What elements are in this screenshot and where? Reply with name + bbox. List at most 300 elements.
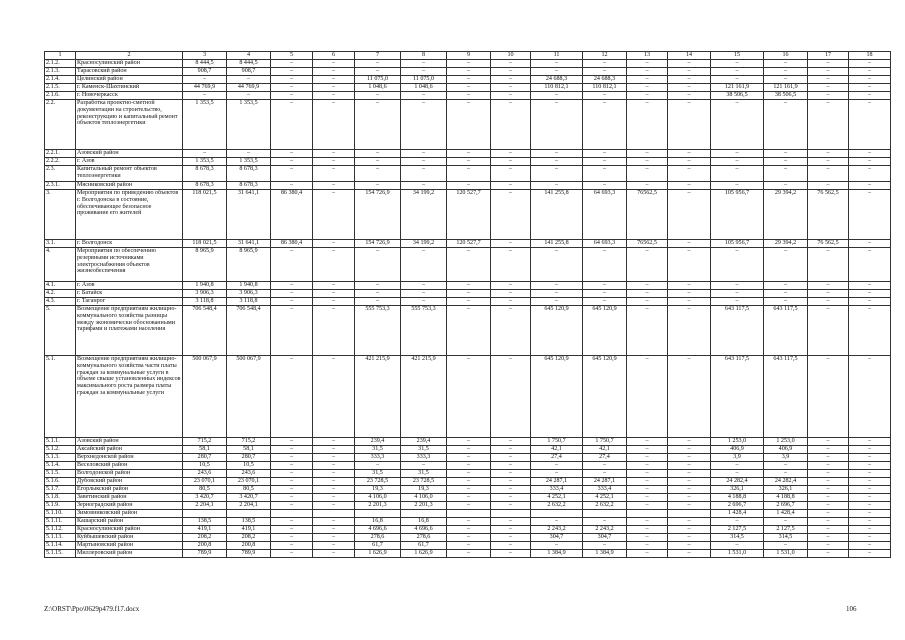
value-cell: – bbox=[271, 550, 313, 558]
value-cell: 120 527,7 bbox=[447, 190, 491, 240]
value-cell: – bbox=[491, 494, 531, 502]
value-cell: – bbox=[531, 182, 583, 190]
value-cell: – bbox=[808, 494, 849, 502]
value-cell: – bbox=[583, 290, 627, 298]
value-cell: – bbox=[313, 478, 355, 486]
value-cell: – bbox=[491, 454, 531, 462]
value-cell: 31,5 bbox=[401, 446, 447, 454]
value-cell: – bbox=[583, 100, 627, 150]
value-cell: 80,5 bbox=[183, 486, 227, 494]
table-row bbox=[45, 240, 891, 248]
value-cell: – bbox=[583, 60, 627, 68]
value-cell: – bbox=[808, 550, 849, 558]
value-cell: – bbox=[711, 542, 764, 550]
row-label-cell: Верхнедонской район bbox=[76, 454, 183, 462]
value-cell: – bbox=[583, 282, 627, 290]
value-cell: 121 161,9 bbox=[764, 84, 808, 92]
value-cell: – bbox=[849, 182, 891, 190]
value-cell: – bbox=[313, 282, 355, 290]
column-number: 6 bbox=[313, 52, 355, 60]
value-cell: – bbox=[401, 290, 447, 298]
value-cell: – bbox=[401, 248, 447, 282]
value-cell: – bbox=[183, 150, 227, 158]
value-cell: 421 215,9 bbox=[401, 356, 447, 438]
value-cell: – bbox=[808, 68, 849, 76]
value-cell: 138,5 bbox=[183, 518, 227, 526]
value-cell: – bbox=[531, 518, 583, 526]
value-cell: 23 070,1 bbox=[227, 478, 271, 486]
value-cell: – bbox=[711, 76, 764, 84]
table-row bbox=[45, 150, 891, 158]
row-number-cell: 5. bbox=[45, 306, 76, 356]
value-cell: – bbox=[355, 298, 401, 306]
column-number: 17 bbox=[808, 52, 849, 60]
value-cell: 19,3 bbox=[355, 486, 401, 494]
value-cell: – bbox=[313, 240, 355, 248]
value-cell: – bbox=[711, 150, 764, 158]
value-cell: – bbox=[401, 166, 447, 182]
value-cell: 1 626,9 bbox=[401, 550, 447, 558]
table-row bbox=[45, 542, 891, 550]
table-row bbox=[45, 248, 891, 282]
row-label-cell: Возмещение предприятиям жилищно-коммунального хозяйства части платы граждан за коммунальные услуги в объеме свыше установленных индексов максимального роста размера платы граждан за коммунальные услуги bbox=[76, 356, 183, 438]
value-cell: – bbox=[447, 356, 491, 438]
value-cell: – bbox=[627, 462, 668, 470]
value-cell: – bbox=[313, 502, 355, 510]
value-cell: – bbox=[401, 182, 447, 190]
value-cell: – bbox=[764, 462, 808, 470]
value-cell: – bbox=[764, 248, 808, 282]
value-cell: 715,2 bbox=[183, 438, 227, 446]
value-cell: 8 965,9 bbox=[183, 248, 227, 282]
value-cell: – bbox=[491, 550, 531, 558]
value-cell: – bbox=[271, 92, 313, 100]
value-cell: – bbox=[491, 542, 531, 550]
value-cell: 333,3 bbox=[355, 454, 401, 462]
row-label-cell: Мероприятия по приведению объектов г. Волгодонска в состояние, обеспечивающее безопасное проживание его жителей bbox=[76, 190, 183, 240]
value-cell: – bbox=[491, 150, 531, 158]
row-label-cell: Аксайский район bbox=[76, 446, 183, 454]
value-cell: 24 282,4 bbox=[764, 478, 808, 486]
value-cell: 2 243,2 bbox=[531, 526, 583, 534]
value-cell: – bbox=[355, 462, 401, 470]
value-cell: 1 253,0 bbox=[764, 438, 808, 446]
value-cell: 789,9 bbox=[227, 550, 271, 558]
document-path: Z:\ORST\Ppo\0629p479.f17.docx bbox=[44, 605, 140, 613]
value-cell: 23 728,5 bbox=[355, 478, 401, 486]
value-cell: 555 753,3 bbox=[355, 306, 401, 356]
value-cell: 419,1 bbox=[227, 526, 271, 534]
value-cell: – bbox=[849, 462, 891, 470]
value-cell: 1 353,5 bbox=[227, 100, 271, 150]
row-number-cell: 2.2. bbox=[45, 100, 76, 150]
value-cell: – bbox=[313, 306, 355, 356]
value-cell: 243,6 bbox=[183, 470, 227, 478]
value-cell: – bbox=[583, 68, 627, 76]
column-number: 3 bbox=[183, 52, 227, 60]
value-cell: – bbox=[491, 462, 531, 470]
row-number-cell: 5.1.13. bbox=[45, 534, 76, 542]
value-cell: 34 199,2 bbox=[401, 190, 447, 240]
value-cell: 645 120,9 bbox=[583, 356, 627, 438]
row-number-cell: 5.1.3. bbox=[45, 454, 76, 462]
row-label-cell: Дубовский район bbox=[76, 478, 183, 486]
value-cell: – bbox=[355, 92, 401, 100]
value-cell: – bbox=[764, 470, 808, 478]
value-cell: – bbox=[227, 92, 271, 100]
value-cell: – bbox=[627, 502, 668, 510]
value-cell: – bbox=[313, 470, 355, 478]
value-cell: – bbox=[271, 438, 313, 446]
value-cell: – bbox=[313, 190, 355, 240]
value-cell: 118 021,5 bbox=[183, 240, 227, 248]
value-cell: – bbox=[183, 92, 227, 100]
table-row bbox=[45, 510, 891, 518]
value-cell: 715,2 bbox=[227, 438, 271, 446]
value-cell: – bbox=[711, 182, 764, 190]
value-cell: – bbox=[764, 182, 808, 190]
value-cell: – bbox=[447, 248, 491, 282]
value-cell: – bbox=[711, 248, 764, 282]
value-cell: – bbox=[849, 68, 891, 76]
value-cell: 3 420,7 bbox=[227, 494, 271, 502]
value-cell: – bbox=[271, 518, 313, 526]
value-cell: 643 117,5 bbox=[764, 356, 808, 438]
value-cell: – bbox=[808, 60, 849, 68]
value-cell: – bbox=[313, 60, 355, 68]
value-cell: – bbox=[313, 84, 355, 92]
value-cell: – bbox=[627, 446, 668, 454]
row-label-cell: Азовский район bbox=[76, 150, 183, 158]
table-row bbox=[45, 100, 891, 150]
value-cell: – bbox=[849, 166, 891, 182]
value-cell: – bbox=[668, 438, 711, 446]
value-cell: – bbox=[627, 518, 668, 526]
value-cell: – bbox=[668, 486, 711, 494]
value-cell: 908,7 bbox=[227, 68, 271, 76]
value-cell: – bbox=[447, 158, 491, 166]
value-cell: – bbox=[313, 438, 355, 446]
value-cell: 643 117,5 bbox=[711, 356, 764, 438]
value-cell: 2 696,7 bbox=[711, 502, 764, 510]
value-cell: – bbox=[808, 248, 849, 282]
value-cell: – bbox=[849, 92, 891, 100]
value-cell: – bbox=[227, 76, 271, 84]
value-cell: – bbox=[627, 290, 668, 298]
value-cell: – bbox=[627, 76, 668, 84]
value-cell: – bbox=[271, 462, 313, 470]
value-cell: – bbox=[271, 150, 313, 158]
value-cell: – bbox=[447, 92, 491, 100]
value-cell bbox=[668, 510, 711, 518]
value-cell: – bbox=[849, 542, 891, 550]
value-cell: 333,3 bbox=[401, 454, 447, 462]
value-cell: 1 353,5 bbox=[227, 158, 271, 166]
row-label-cell: Зимовниковский район bbox=[76, 510, 183, 518]
value-cell: – bbox=[401, 158, 447, 166]
value-cell: 2 243,2 bbox=[583, 526, 627, 534]
value-cell: – bbox=[531, 282, 583, 290]
row-number-cell: 5.1. bbox=[45, 356, 76, 438]
value-cell: 333,4 bbox=[583, 486, 627, 494]
value-cell: – bbox=[668, 68, 711, 76]
value-cell: – bbox=[849, 486, 891, 494]
value-cell: – bbox=[313, 150, 355, 158]
value-cell: – bbox=[401, 60, 447, 68]
value-cell: – bbox=[313, 486, 355, 494]
value-cell: – bbox=[447, 486, 491, 494]
value-cell: – bbox=[447, 150, 491, 158]
value-cell: 10,5 bbox=[227, 462, 271, 470]
value-cell: – bbox=[627, 166, 668, 182]
value-cell: – bbox=[531, 166, 583, 182]
value-cell: 200,8 bbox=[183, 542, 227, 550]
value-cell: 304,7 bbox=[531, 534, 583, 542]
value-cell: – bbox=[355, 248, 401, 282]
value-cell: 2 632,2 bbox=[531, 502, 583, 510]
value-cell: – bbox=[447, 76, 491, 84]
table-row bbox=[45, 166, 891, 182]
value-cell: – bbox=[313, 248, 355, 282]
value-cell: – bbox=[271, 478, 313, 486]
value-cell: – bbox=[668, 446, 711, 454]
value-cell: 706 548,4 bbox=[183, 306, 227, 356]
value-cell: – bbox=[531, 542, 583, 550]
column-number-row bbox=[45, 52, 891, 60]
value-cell: 8 678,3 bbox=[227, 182, 271, 190]
row-number-cell: 5.1.5. bbox=[45, 470, 76, 478]
value-cell: – bbox=[491, 248, 531, 282]
row-number-cell: 5.1.8. bbox=[45, 494, 76, 502]
value-cell: – bbox=[627, 150, 668, 158]
value-cell: – bbox=[491, 182, 531, 190]
value-cell: – bbox=[313, 158, 355, 166]
value-cell: – bbox=[355, 68, 401, 76]
column-number: 11 bbox=[531, 52, 583, 60]
value-cell: – bbox=[491, 240, 531, 248]
value-cell: 706 548,4 bbox=[227, 306, 271, 356]
row-number-cell: 2.1.6. bbox=[45, 92, 76, 100]
value-cell: 24 688,3 bbox=[583, 76, 627, 84]
value-cell: – bbox=[491, 298, 531, 306]
value-cell: 333,4 bbox=[531, 486, 583, 494]
row-label-cell: Капитальный ремонт объектов теплоэнергетики bbox=[76, 166, 183, 182]
value-cell: – bbox=[313, 166, 355, 182]
value-cell: – bbox=[808, 542, 849, 550]
value-cell: – bbox=[808, 526, 849, 534]
row-label-cell: Целинский район bbox=[76, 76, 183, 84]
value-cell: – bbox=[808, 158, 849, 166]
value-cell: – bbox=[401, 282, 447, 290]
value-cell: – bbox=[764, 76, 808, 84]
value-cell: – bbox=[271, 248, 313, 282]
value-cell: 58,1 bbox=[227, 446, 271, 454]
value-cell: – bbox=[401, 298, 447, 306]
table-row bbox=[45, 60, 891, 68]
value-cell: – bbox=[447, 550, 491, 558]
row-label-cell: Егорлыкский район bbox=[76, 486, 183, 494]
value-cell: – bbox=[531, 248, 583, 282]
table-row bbox=[45, 290, 891, 298]
value-cell: – bbox=[808, 298, 849, 306]
value-cell: – bbox=[447, 502, 491, 510]
value-cell: 3 420,7 bbox=[183, 494, 227, 502]
value-cell: 4 188,8 bbox=[711, 494, 764, 502]
value-cell: – bbox=[627, 438, 668, 446]
table-row bbox=[45, 446, 891, 454]
value-cell: – bbox=[764, 100, 808, 150]
value-cell: 38 506,5 bbox=[764, 92, 808, 100]
value-cell: – bbox=[627, 454, 668, 462]
row-number-cell: 5.1.15. bbox=[45, 550, 76, 558]
value-cell: – bbox=[183, 76, 227, 84]
value-cell: – bbox=[849, 84, 891, 92]
value-cell: 31 641,1 bbox=[227, 190, 271, 240]
row-number-cell: 5.1.1. bbox=[45, 438, 76, 446]
value-cell: 645 120,9 bbox=[583, 306, 627, 356]
value-cell: – bbox=[491, 60, 531, 68]
value-cell: 4 252,1 bbox=[583, 494, 627, 502]
value-cell: – bbox=[355, 290, 401, 298]
value-cell: 31,5 bbox=[355, 470, 401, 478]
value-cell: 3 118,8 bbox=[183, 298, 227, 306]
value-cell: – bbox=[227, 150, 271, 158]
row-label-cell: г. Азов bbox=[76, 282, 183, 290]
value-cell: 27,4 bbox=[583, 454, 627, 462]
value-cell: 80,5 bbox=[227, 486, 271, 494]
value-cell: 421 215,9 bbox=[355, 356, 401, 438]
value-cell: – bbox=[711, 282, 764, 290]
value-cell: 34 199,2 bbox=[401, 240, 447, 248]
value-cell: – bbox=[447, 306, 491, 356]
table-row bbox=[45, 550, 891, 558]
value-cell: – bbox=[627, 248, 668, 282]
value-cell: 278,6 bbox=[401, 534, 447, 542]
value-cell: – bbox=[711, 290, 764, 298]
value-cell: – bbox=[491, 306, 531, 356]
value-cell: – bbox=[531, 462, 583, 470]
value-cell: – bbox=[271, 84, 313, 92]
value-cell: 280,7 bbox=[183, 454, 227, 462]
value-cell: 120 527,7 bbox=[447, 240, 491, 248]
value-cell: 154 726,9 bbox=[355, 240, 401, 248]
table-row bbox=[45, 182, 891, 190]
value-cell: – bbox=[668, 454, 711, 462]
value-cell: – bbox=[849, 470, 891, 478]
column-number: 5 bbox=[271, 52, 313, 60]
column-number: 1 bbox=[45, 52, 76, 60]
value-cell: – bbox=[668, 166, 711, 182]
row-number-cell: 2.2.2. bbox=[45, 158, 76, 166]
table-row bbox=[45, 470, 891, 478]
value-cell: – bbox=[627, 550, 668, 558]
value-cell: 141 255,8 bbox=[531, 240, 583, 248]
value-cell: 23 070,1 bbox=[183, 478, 227, 486]
value-cell: – bbox=[668, 462, 711, 470]
value-cell: 154 726,9 bbox=[355, 190, 401, 240]
value-cell bbox=[627, 510, 668, 518]
value-cell: 406,9 bbox=[711, 446, 764, 454]
value-cell: 1 048,6 bbox=[355, 84, 401, 92]
value-cell bbox=[401, 510, 447, 518]
value-cell: – bbox=[711, 298, 764, 306]
value-cell: 118 021,5 bbox=[183, 190, 227, 240]
budget-table bbox=[44, 51, 891, 558]
value-cell: – bbox=[808, 92, 849, 100]
value-cell: – bbox=[355, 166, 401, 182]
value-cell: – bbox=[808, 290, 849, 298]
value-cell: – bbox=[668, 76, 711, 84]
value-cell: – bbox=[313, 356, 355, 438]
value-cell: – bbox=[271, 68, 313, 76]
value-cell: – bbox=[583, 470, 627, 478]
value-cell: – bbox=[711, 68, 764, 76]
value-cell: 1 750,7 bbox=[531, 438, 583, 446]
value-cell: – bbox=[627, 542, 668, 550]
value-cell: 24 282,4 bbox=[711, 478, 764, 486]
row-label-cell: Мясниковский район bbox=[76, 182, 183, 190]
value-cell: – bbox=[711, 518, 764, 526]
value-cell: 2 127,5 bbox=[764, 526, 808, 534]
value-cell: – bbox=[668, 494, 711, 502]
value-cell: – bbox=[849, 290, 891, 298]
value-cell: – bbox=[627, 298, 668, 306]
row-number-cell: 2.1.2. bbox=[45, 60, 76, 68]
value-cell: – bbox=[583, 92, 627, 100]
table-row bbox=[45, 502, 891, 510]
value-cell: – bbox=[849, 248, 891, 282]
value-cell bbox=[183, 510, 227, 518]
value-cell: – bbox=[491, 100, 531, 150]
table-row bbox=[45, 68, 891, 76]
value-cell: – bbox=[531, 68, 583, 76]
value-cell: 326,1 bbox=[764, 486, 808, 494]
value-cell: – bbox=[271, 454, 313, 462]
value-cell: 1 428,4 bbox=[711, 510, 764, 518]
column-number: 2 bbox=[76, 52, 183, 60]
row-number-cell: 2.3. bbox=[45, 166, 76, 182]
value-cell: 4 252,1 bbox=[531, 494, 583, 502]
value-cell: – bbox=[808, 534, 849, 542]
row-number-cell: 5.1.2. bbox=[45, 446, 76, 454]
value-cell: – bbox=[531, 290, 583, 298]
value-cell: – bbox=[849, 446, 891, 454]
value-cell: 4 188,8 bbox=[764, 494, 808, 502]
value-cell: – bbox=[447, 518, 491, 526]
value-cell: 29 394,2 bbox=[764, 240, 808, 248]
value-cell: 58,1 bbox=[183, 446, 227, 454]
value-cell: 500 067,9 bbox=[183, 356, 227, 438]
value-cell: 2 127,5 bbox=[711, 526, 764, 534]
value-cell: 138,5 bbox=[227, 518, 271, 526]
value-cell: – bbox=[849, 158, 891, 166]
value-cell: – bbox=[491, 290, 531, 298]
value-cell: – bbox=[849, 526, 891, 534]
column-number: 9 bbox=[447, 52, 491, 60]
row-number-cell: 5.1.10. bbox=[45, 510, 76, 518]
value-cell: – bbox=[764, 298, 808, 306]
value-cell: – bbox=[271, 298, 313, 306]
value-cell: 141 255,8 bbox=[531, 190, 583, 240]
value-cell: 1 531,0 bbox=[711, 550, 764, 558]
value-cell: – bbox=[271, 306, 313, 356]
table-row bbox=[45, 462, 891, 470]
row-label-cell: Азовский район bbox=[76, 438, 183, 446]
value-cell: – bbox=[849, 60, 891, 68]
value-cell: – bbox=[401, 100, 447, 150]
value-cell: – bbox=[491, 518, 531, 526]
value-cell: – bbox=[808, 502, 849, 510]
